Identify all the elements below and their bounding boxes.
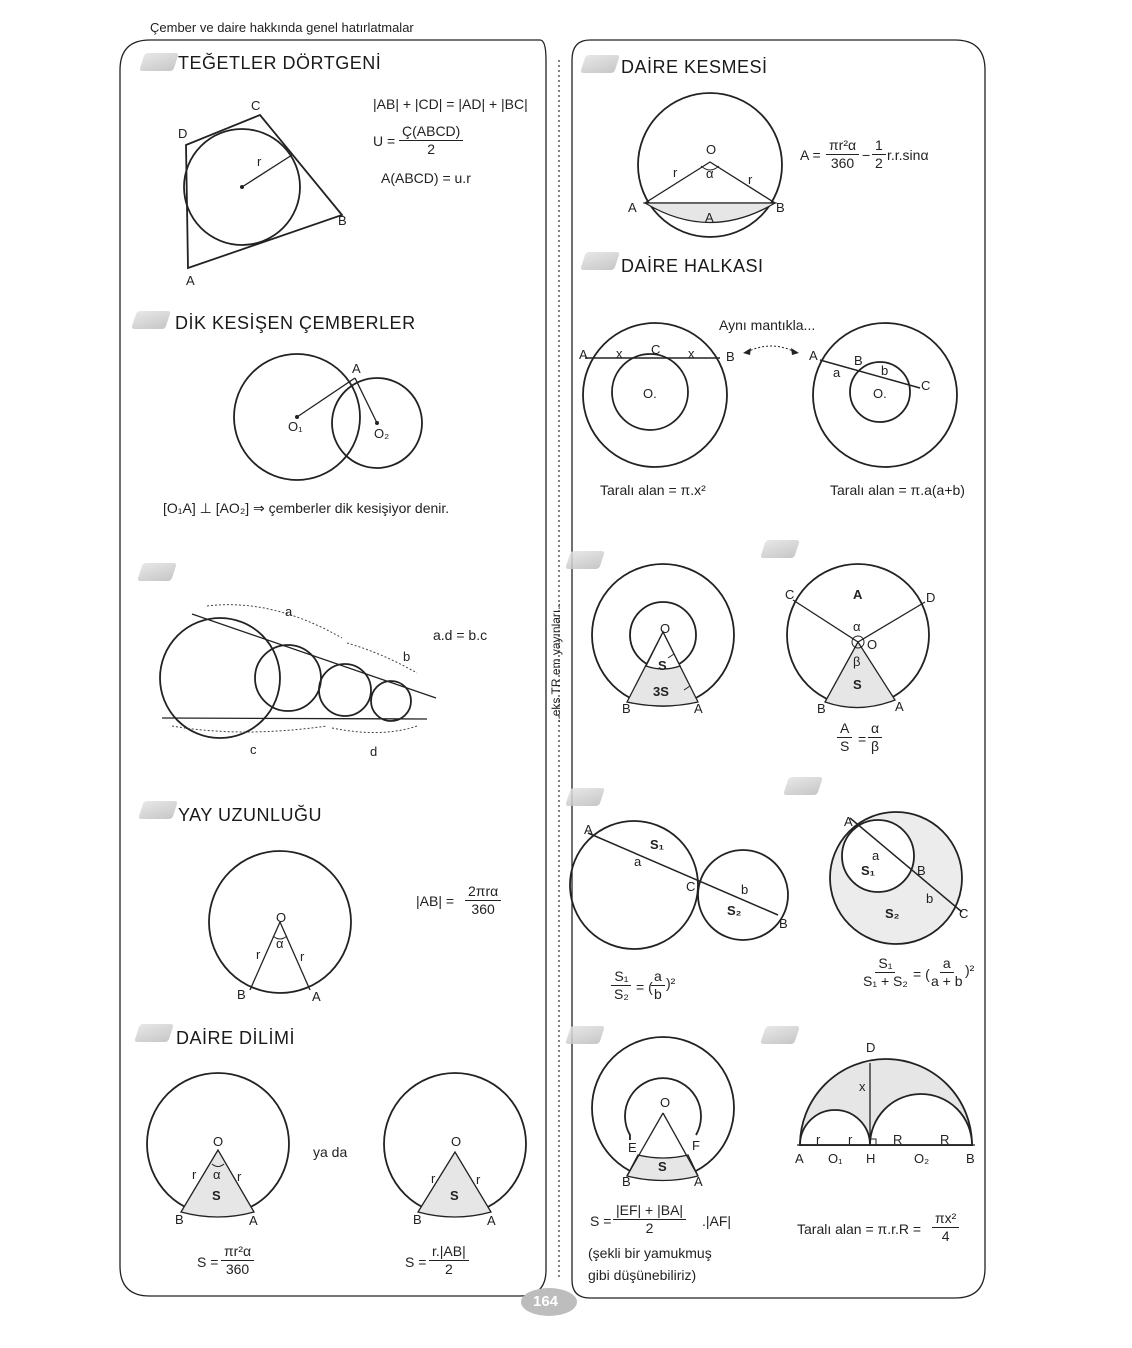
page-number: 164 <box>533 1293 559 1310</box>
label-b: b <box>403 649 411 664</box>
formula-trap-frac <box>613 1202 686 1237</box>
formula-kesme-frac-2 <box>872 137 886 172</box>
equals-sign: = <box>858 731 867 747</box>
label-alpha: α <box>276 936 284 951</box>
label-S: S <box>658 1159 667 1174</box>
formula-tegetler-2-lhs: U = <box>373 133 396 149</box>
label-S: S <box>450 1188 459 1203</box>
formula-tegetler-3: A(ABCD) = u.r <box>381 170 471 186</box>
label-b: b <box>741 882 749 897</box>
section-badge <box>137 563 177 581</box>
label-beta: β <box>853 654 861 669</box>
label-B: B <box>237 987 246 1002</box>
label-a: a <box>634 854 642 869</box>
frac-num: a <box>940 955 954 973</box>
label-C: C <box>686 879 696 894</box>
taralı-2: Taralı alan = π.a(a+b) <box>830 482 965 498</box>
label-O: O. <box>873 386 887 401</box>
formula-dilim-2-frac <box>429 1243 469 1278</box>
ya-da-text: ya da <box>313 1144 348 1160</box>
label-B: B <box>854 353 863 368</box>
label-F: F <box>692 1138 700 1153</box>
label-O: O. <box>643 386 657 401</box>
label-S: S <box>853 677 862 692</box>
frac-den: S <box>840 738 850 754</box>
section-badge <box>565 788 605 806</box>
frac-num: 1 <box>872 137 886 155</box>
label-r: r <box>237 1169 242 1184</box>
formula-kesme-tail: r.r.sinα <box>887 147 929 163</box>
label-a: a <box>285 604 293 619</box>
formula-minus: − <box>862 147 871 163</box>
label-C: C <box>785 587 795 602</box>
label-B: B <box>622 1174 631 1189</box>
label-A: A <box>694 1174 703 1189</box>
label-O1: O₁ <box>828 1151 843 1166</box>
label-A: A <box>628 200 637 215</box>
label-S: S <box>658 658 667 673</box>
label-a: a <box>872 848 880 863</box>
label-O1: O₁ <box>288 419 303 434</box>
frac-num: S₁ <box>611 968 631 986</box>
ratio-S1-S2 <box>611 968 632 1003</box>
frac-den: 2 <box>427 141 436 157</box>
label-r: r <box>848 1132 853 1147</box>
label-A: A <box>249 1213 258 1228</box>
label-O2: O₂ <box>374 426 390 441</box>
section-badge <box>580 252 620 270</box>
label-A: A <box>694 701 703 716</box>
frac-den: a + b <box>931 973 963 989</box>
formula-dilim-1-frac <box>221 1243 254 1278</box>
label-r: r <box>256 947 261 962</box>
page-header: Çember ve daire hakkında genel hatırlatmalar <box>150 20 414 35</box>
label-B: B <box>726 349 735 364</box>
label-x: x <box>688 346 695 361</box>
frac-num: A <box>837 720 852 738</box>
frac-num: Ç(ABCD) <box>399 123 463 141</box>
label-alpha: α <box>706 166 714 181</box>
section-title-dilim: DAİRE DİLİMİ <box>176 1028 296 1048</box>
frac-den: 2 <box>875 155 883 171</box>
label-O: O <box>451 1134 462 1149</box>
dik-diagram <box>225 345 445 485</box>
note-line-1: (şekli bir yamukmuş <box>588 1245 712 1261</box>
label-E: E <box>628 1140 637 1155</box>
frac-den: β <box>871 738 880 754</box>
formula-yay-frac <box>465 883 501 918</box>
label-O: O <box>276 910 287 925</box>
two-circles-diagram <box>568 815 798 955</box>
label-O: O <box>660 1095 671 1110</box>
section-badge <box>580 55 620 73</box>
section-title-kesme: DAİRE KESMESİ <box>621 57 768 77</box>
ratio-AS <box>837 720 852 755</box>
frac-num: πr²α <box>221 1243 254 1261</box>
taralı-1: Taralı alan = π.x² <box>600 482 706 498</box>
formula-tegetler-1: |AB| + |CD| = |AD| + |BC| <box>373 96 528 112</box>
frac-den: 360 <box>830 155 855 171</box>
label-S: S <box>212 1188 221 1203</box>
label-B: B <box>779 916 788 931</box>
label-O: O <box>213 1134 224 1149</box>
label-r: r <box>673 165 678 180</box>
label-area-A: A <box>853 587 863 602</box>
label-x: x <box>616 346 623 361</box>
label-A: A <box>579 347 588 362</box>
frac-num: S₁ <box>875 955 895 973</box>
dik-caption: [O₁A] ⊥ [AO₂] ⇒ çemberler dik kesişiyor denir. <box>163 500 450 516</box>
label-r: r <box>476 1172 481 1187</box>
frac-num: a <box>651 968 665 986</box>
label-alpha: α <box>213 1167 221 1182</box>
frac-num: 2πrα <box>465 883 501 901</box>
label-B: B <box>917 863 926 878</box>
label-C: C <box>921 378 931 393</box>
formula-kesme-lhs: A = <box>800 147 821 163</box>
frac-den: b <box>654 986 662 1002</box>
formula-trap-lhs: S = <box>590 1213 612 1229</box>
equals-paren: = ( <box>636 979 653 995</box>
formula-chain: a.d = b.c <box>433 627 488 643</box>
label-S2: S₂ <box>727 903 742 918</box>
label-O2: O₂ <box>914 1151 930 1166</box>
frac-num: r.|AB| <box>429 1243 469 1261</box>
formula-dilim-1-lhs: S = <box>197 1254 219 1270</box>
label-R: R <box>940 1132 950 1147</box>
label-H: H <box>866 1151 876 1166</box>
ayni-mantikla-text: Aynı mantıkla... <box>719 317 816 333</box>
label-d: d <box>370 744 378 759</box>
equals-paren: = ( <box>913 966 930 982</box>
label-r: r <box>748 172 753 187</box>
label-a: a <box>833 365 841 380</box>
label-A: A <box>487 1213 496 1228</box>
section-badge <box>783 777 823 795</box>
label-O: O <box>867 637 878 652</box>
ratio-S1-sum <box>860 955 911 990</box>
ratio-alpha-beta <box>868 720 882 755</box>
section-title-dik: DİK KESİŞEN ÇEMBERLER <box>175 313 416 333</box>
section-badge <box>139 53 179 71</box>
formula-kesme-frac-1 <box>826 137 859 172</box>
label-x: x <box>859 1079 866 1094</box>
formula-tegetler-2-frac <box>399 123 463 158</box>
section-badge <box>134 1024 174 1042</box>
label-R: R <box>893 1132 903 1147</box>
frac-den: 360 <box>225 1261 250 1277</box>
frac-den: 360 <box>471 901 495 917</box>
frac-den: S₁ + S₂ <box>863 973 908 989</box>
label-A: A <box>312 989 321 1004</box>
formula-trap-tail: .|AF| <box>702 1213 732 1229</box>
label-r: r <box>192 1167 197 1182</box>
frac-num: |EF| + |BA| <box>613 1202 686 1220</box>
formula-dilim-2-lhs: S = <box>405 1254 427 1270</box>
spine-text: ..eks TR em yayınları.. <box>548 603 563 723</box>
frac-num: πx² <box>932 1210 959 1228</box>
ratio-a-b <box>651 968 665 1003</box>
frac-num: πr²α <box>826 137 859 155</box>
section-title-halka: DAİRE HALKASI <box>621 256 764 276</box>
arrow-double <box>741 340 811 360</box>
formula-arbelos-lhs: Taralı alan = π.r.R = <box>797 1221 922 1237</box>
label-r: r <box>257 154 262 169</box>
frac-den: 2 <box>444 1261 453 1277</box>
label-A: A <box>352 361 361 376</box>
label-O: O <box>660 621 671 636</box>
label-B: B <box>338 213 347 228</box>
section-badge <box>131 311 171 329</box>
section-badge <box>760 540 800 558</box>
tegetler-diagram <box>170 95 370 295</box>
yay-diagram <box>207 850 357 1000</box>
frac-num: α <box>868 720 882 738</box>
label-S2: S₂ <box>885 906 900 921</box>
label-B: B <box>776 200 785 215</box>
close-paren-sq: )² <box>965 962 975 978</box>
ratio-a-ab <box>928 955 966 990</box>
label-c: c <box>250 742 257 757</box>
label-A: A <box>186 273 195 288</box>
label-B: B <box>175 1212 184 1227</box>
label-D: D <box>926 590 936 605</box>
close-paren-sq: )² <box>666 975 676 991</box>
label-C: C <box>651 342 661 357</box>
label-r: r <box>816 1132 821 1147</box>
label-B: B <box>622 701 631 716</box>
label-A: A <box>809 348 818 363</box>
section-badge <box>138 801 178 819</box>
label-O: O <box>706 142 717 157</box>
label-area-A: A <box>705 210 714 225</box>
note-line-2: gibi düşünebiliriz) <box>588 1267 697 1283</box>
label-b: b <box>881 363 889 378</box>
label-B: B <box>966 1151 975 1166</box>
nested-circles-diagram <box>828 808 968 948</box>
label-D: D <box>178 126 188 141</box>
label-A: A <box>895 699 904 714</box>
label-B: B <box>413 1212 422 1227</box>
label-r: r <box>431 1171 436 1186</box>
label-B: B <box>817 701 826 716</box>
section-title-yay: YAY UZUNLUĞU <box>178 805 323 825</box>
label-b: b <box>926 891 934 906</box>
label-D: D <box>866 1040 876 1055</box>
frac-den: S₂ <box>614 986 629 1002</box>
label-C: C <box>959 906 969 921</box>
label-C: C <box>251 98 261 113</box>
label-S1: S₁ <box>861 863 876 878</box>
frac-den: 4 <box>941 1228 950 1244</box>
halka-diagram-2 <box>810 322 970 472</box>
label-A: A <box>795 1151 804 1166</box>
label-A: A <box>584 822 593 837</box>
label-3S: 3S <box>653 684 669 699</box>
label-alpha: α <box>853 619 861 634</box>
label-A: A <box>844 814 853 829</box>
section-badge <box>760 1026 800 1044</box>
label-S1: S₁ <box>650 837 665 852</box>
frac-den: 2 <box>645 1220 654 1236</box>
section-title-tegetler: TEĞETLER DÖRTGENİ <box>178 53 382 73</box>
tangent-chain-diagram <box>152 598 442 758</box>
label-r: r <box>300 949 305 964</box>
formula-yay-lhs: |AB| = <box>416 893 455 909</box>
formula-arbelos-frac <box>932 1210 959 1245</box>
